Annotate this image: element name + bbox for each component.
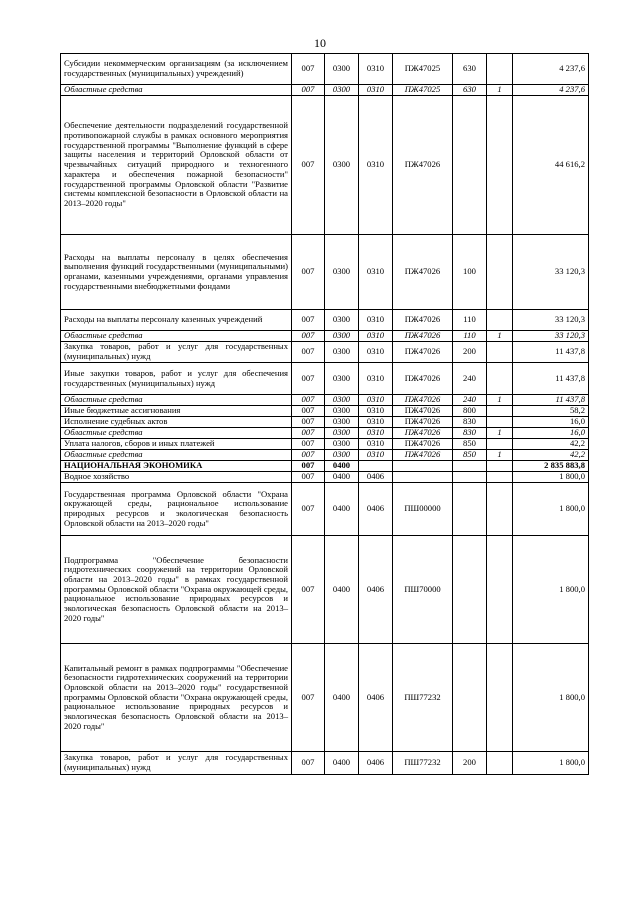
funding-source-code xyxy=(487,439,513,450)
funding-source-code xyxy=(487,472,513,483)
funding-source-code xyxy=(487,644,513,752)
expense-type-code: 850 xyxy=(453,450,487,461)
amount: 33 120,3 xyxy=(513,310,589,331)
funding-source-code xyxy=(487,752,513,775)
funding-source-code xyxy=(487,483,513,536)
amount: 1 800,0 xyxy=(513,644,589,752)
target-article-code: ПЖ47026 xyxy=(393,395,453,406)
ministry-code: 007 xyxy=(292,85,325,96)
expense-type-code xyxy=(453,461,487,472)
ministry-code: 007 xyxy=(292,310,325,331)
table-row xyxy=(61,331,589,342)
funding-source-code xyxy=(487,417,513,428)
row-description: Подпрограмма "Обеспечение безопасности гидротехнических сооружений на территории Орловской области на 2013–2020 годы" в рамках государственной программы Орловской области "Охрана окружающей среды, рациональное использование природных ресурсов и экологическая безопасность Орловской области на 2013–2020 годы" xyxy=(61,536,292,644)
amount: 58,2 xyxy=(513,406,589,417)
expense-type-code: 100 xyxy=(453,235,487,310)
funding-source-code: 1 xyxy=(487,331,513,342)
funding-source-code: 1 xyxy=(487,450,513,461)
subsection-code: 0310 xyxy=(359,417,393,428)
row-description: Субсидии некоммерческим организациям (за исключением государственных (муниципальных) учреждений) xyxy=(61,54,292,85)
row-description: Иные закупки товаров, работ и услуг для обеспечения государственных (муниципальных) нужд xyxy=(61,363,292,395)
subsection-code: 0310 xyxy=(359,439,393,450)
funding-source-code xyxy=(487,406,513,417)
row-description: Обеспечение деятельности подразделений государственной противопожарной службы в рамках основного мероприятия государственной программы "Выполнение функций в сфере защиты населения и территорий Орловской области от чрезвычайных ситуаций природного и техногенного характера и обеспечения пожарной безопасности" государственной программы Орловской области "Развитие системы комплексной безопасности в Орловской области на 2013–2020 годы" xyxy=(61,96,292,235)
table-row xyxy=(61,428,589,439)
expense-type-code: 630 xyxy=(453,85,487,96)
table-row xyxy=(61,752,589,775)
funding-source-code xyxy=(487,342,513,363)
expense-type-code: 200 xyxy=(453,342,487,363)
budget-table xyxy=(60,53,589,775)
section-code: 0300 xyxy=(325,235,359,310)
section-code: 0300 xyxy=(325,96,359,235)
amount: 4 237,6 xyxy=(513,85,589,96)
section-code: 0300 xyxy=(325,342,359,363)
funding-source-code xyxy=(487,536,513,644)
expense-type-code: 200 xyxy=(453,752,487,775)
target-article-code: ПЖ47026 xyxy=(393,342,453,363)
ministry-code: 007 xyxy=(292,96,325,235)
target-article-code: ПШ77232 xyxy=(393,644,453,752)
ministry-code: 007 xyxy=(292,428,325,439)
subsection-code xyxy=(359,461,393,472)
funding-source-code xyxy=(487,235,513,310)
table-row xyxy=(61,461,589,472)
ministry-code: 007 xyxy=(292,536,325,644)
row-description: Областные средства xyxy=(61,85,292,96)
target-article-code: ПЖ47025 xyxy=(393,85,453,96)
amount: 33 120,3 xyxy=(513,235,589,310)
subsection-code: 0310 xyxy=(359,395,393,406)
amount: 33 120,3 xyxy=(513,331,589,342)
row-description: Областные средства xyxy=(61,428,292,439)
ministry-code: 007 xyxy=(292,450,325,461)
section-code: 0300 xyxy=(325,54,359,85)
amount: 11 437,8 xyxy=(513,395,589,406)
target-article-code: ПШ00000 xyxy=(393,483,453,536)
expense-type-code xyxy=(453,472,487,483)
row-description: Закупка товаров, работ и услуг для государственных (муниципальных) нужд xyxy=(61,752,292,775)
section-code: 0300 xyxy=(325,395,359,406)
target-article-code: ПЖ47026 xyxy=(393,331,453,342)
expense-type-code: 240 xyxy=(453,395,487,406)
expense-type-code: 630 xyxy=(453,54,487,85)
target-article-code: ПЖ47026 xyxy=(393,96,453,235)
ministry-code: 007 xyxy=(292,483,325,536)
section-code: 0300 xyxy=(325,406,359,417)
subsection-code: 0310 xyxy=(359,450,393,461)
row-description: Уплата налогов, сборов и иных платежей xyxy=(61,439,292,450)
table-row xyxy=(61,342,589,363)
funding-source-code xyxy=(487,363,513,395)
amount: 1 800,0 xyxy=(513,483,589,536)
row-description: Капитальный ремонт в рамках подпрограммы "Обеспечение безопасности гидротехнических сооружений на территории Орловской области на 2013–2020 годы" государственной программы Орловской области "Охрана окружающей среды, рациональное использование природных ресурсов и экологическая безопасность Орловской области на 2013–2020 годы" xyxy=(61,644,292,752)
target-article-code: ПЖ47026 xyxy=(393,417,453,428)
expense-type-code: 830 xyxy=(453,428,487,439)
row-description: Иные бюджетные ассигнования xyxy=(61,406,292,417)
table-row xyxy=(61,417,589,428)
section-code: 0400 xyxy=(325,461,359,472)
target-article-code: ПЖ47026 xyxy=(393,450,453,461)
subsection-code: 0310 xyxy=(359,363,393,395)
section-code: 0300 xyxy=(325,439,359,450)
section-code: 0400 xyxy=(325,483,359,536)
row-description: Водное хозяйство xyxy=(61,472,292,483)
expense-type-code xyxy=(453,96,487,235)
funding-source-code xyxy=(487,461,513,472)
row-description: Государственная программа Орловской области "Охрана окружающей среды, рациональное использование природных ресурсов и экологическая безопасность Орловской области на 2013–2020 годы" xyxy=(61,483,292,536)
table-row xyxy=(61,54,589,85)
section-code: 0300 xyxy=(325,331,359,342)
subsection-code: 0310 xyxy=(359,331,393,342)
row-description: Областные средства xyxy=(61,395,292,406)
row-description: НАЦИОНАЛЬНАЯ ЭКОНОМИКА xyxy=(61,461,292,472)
target-article-code: ПШ77232 xyxy=(393,752,453,775)
amount: 16,0 xyxy=(513,428,589,439)
table-row xyxy=(61,96,589,235)
table-row xyxy=(61,310,589,331)
expense-type-code: 830 xyxy=(453,417,487,428)
section-code: 0300 xyxy=(325,363,359,395)
target-article-code: ПЖ47025 xyxy=(393,54,453,85)
ministry-code: 007 xyxy=(292,406,325,417)
ministry-code: 007 xyxy=(292,363,325,395)
table-row xyxy=(61,483,589,536)
table-row xyxy=(61,363,589,395)
ministry-code: 007 xyxy=(292,54,325,85)
ministry-code: 007 xyxy=(292,752,325,775)
ministry-code: 007 xyxy=(292,461,325,472)
amount: 1 800,0 xyxy=(513,752,589,775)
subsection-code: 0310 xyxy=(359,342,393,363)
ministry-code: 007 xyxy=(292,439,325,450)
target-article-code xyxy=(393,472,453,483)
amount: 16,0 xyxy=(513,417,589,428)
ministry-code: 007 xyxy=(292,395,325,406)
expense-type-code: 240 xyxy=(453,363,487,395)
subsection-code: 0310 xyxy=(359,406,393,417)
subsection-code: 0310 xyxy=(359,310,393,331)
section-code: 0300 xyxy=(325,428,359,439)
amount: 42,2 xyxy=(513,439,589,450)
table-row xyxy=(61,536,589,644)
section-code: 0300 xyxy=(325,450,359,461)
subsection-code: 0406 xyxy=(359,536,393,644)
ministry-code: 007 xyxy=(292,644,325,752)
subsection-code: 0406 xyxy=(359,644,393,752)
subsection-code: 0310 xyxy=(359,54,393,85)
expense-type-code: 110 xyxy=(453,331,487,342)
table-row xyxy=(61,472,589,483)
ministry-code: 007 xyxy=(292,417,325,428)
ministry-code: 007 xyxy=(292,472,325,483)
subsection-code: 0310 xyxy=(359,428,393,439)
amount: 11 437,8 xyxy=(513,342,589,363)
target-article-code: ПШ70000 xyxy=(393,536,453,644)
section-code: 0400 xyxy=(325,472,359,483)
subsection-code: 0406 xyxy=(359,752,393,775)
expense-type-code xyxy=(453,536,487,644)
expense-type-code: 110 xyxy=(453,310,487,331)
funding-source-code: 1 xyxy=(487,85,513,96)
subsection-code: 0406 xyxy=(359,472,393,483)
funding-source-code: 1 xyxy=(487,428,513,439)
amount: 1 800,0 xyxy=(513,472,589,483)
funding-source-code xyxy=(487,54,513,85)
table-row xyxy=(61,450,589,461)
row-description: Закупка товаров, работ и услуг для государственных (муниципальных) нужд xyxy=(61,342,292,363)
table-row xyxy=(61,85,589,96)
page-number: 10 xyxy=(314,36,326,50)
table-row xyxy=(61,644,589,752)
row-description: Расходы на выплаты персоналу в целях обеспечения выполнения функций государственными (муниципальными) органами, казенными учреждениями, органами управления государственными внебюджетными фондами xyxy=(61,235,292,310)
row-description: Областные средства xyxy=(61,450,292,461)
amount: 4 237,6 xyxy=(513,54,589,85)
amount: 11 437,8 xyxy=(513,363,589,395)
row-description: Расходы на выплаты персоналу казенных учреждений xyxy=(61,310,292,331)
amount: 42,2 xyxy=(513,450,589,461)
row-description: Исполнение судебных актов xyxy=(61,417,292,428)
expense-type-code: 850 xyxy=(453,439,487,450)
amount: 2 835 883,8 xyxy=(513,461,589,472)
ministry-code: 007 xyxy=(292,235,325,310)
ministry-code: 007 xyxy=(292,331,325,342)
table-row xyxy=(61,439,589,450)
subsection-code: 0406 xyxy=(359,483,393,536)
target-article-code xyxy=(393,461,453,472)
funding-source-code xyxy=(487,310,513,331)
expense-type-code xyxy=(453,483,487,536)
funding-source-code: 1 xyxy=(487,395,513,406)
section-code: 0300 xyxy=(325,417,359,428)
subsection-code: 0310 xyxy=(359,85,393,96)
target-article-code: ПЖ47026 xyxy=(393,235,453,310)
target-article-code: ПЖ47026 xyxy=(393,428,453,439)
amount: 44 616,2 xyxy=(513,96,589,235)
target-article-code: ПЖ47026 xyxy=(393,363,453,395)
table-row xyxy=(61,406,589,417)
subsection-code: 0310 xyxy=(359,235,393,310)
target-article-code: ПЖ47026 xyxy=(393,439,453,450)
funding-source-code xyxy=(487,96,513,235)
amount: 1 800,0 xyxy=(513,536,589,644)
section-code: 0400 xyxy=(325,752,359,775)
row-description: Областные средства xyxy=(61,331,292,342)
target-article-code: ПЖ47026 xyxy=(393,310,453,331)
section-code: 0300 xyxy=(325,85,359,96)
section-code: 0300 xyxy=(325,310,359,331)
ministry-code: 007 xyxy=(292,342,325,363)
table-row xyxy=(61,395,589,406)
table-row xyxy=(61,235,589,310)
expense-type-code xyxy=(453,644,487,752)
expense-type-code: 800 xyxy=(453,406,487,417)
target-article-code: ПЖ47026 xyxy=(393,406,453,417)
subsection-code: 0310 xyxy=(359,96,393,235)
section-code: 0400 xyxy=(325,644,359,752)
section-code: 0400 xyxy=(325,536,359,644)
budget-table-body xyxy=(61,54,589,775)
